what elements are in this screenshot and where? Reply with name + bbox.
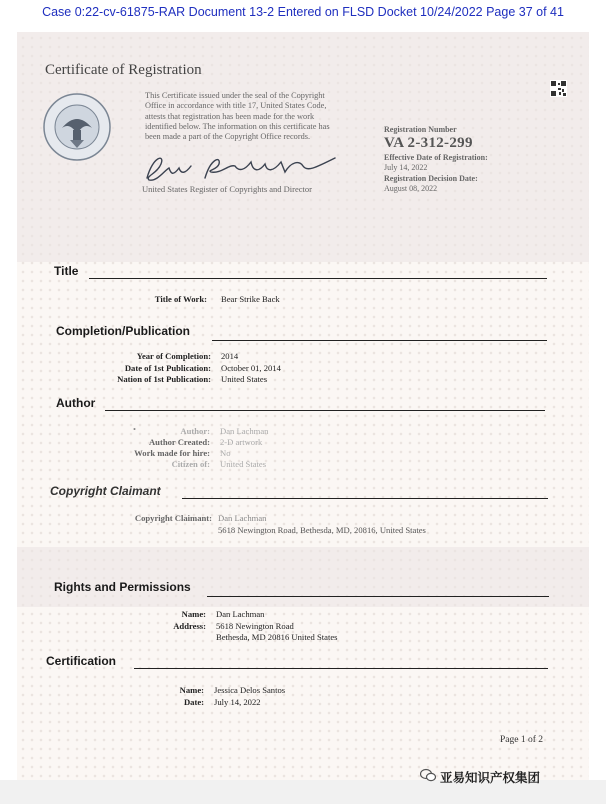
rights-address-label: Address: [173,621,206,631]
signature-caption: United States Register of Copyrights and Director [142,184,312,194]
certificate-page [17,32,589,780]
certification-heading: Certification [46,654,117,668]
intro-line: attests that registration has been made for the work [145,111,315,121]
first-publication-nation-value: United States [221,374,268,384]
qr-code-icon [550,80,567,97]
citizen-of-label: Citizen of: [171,459,210,469]
first-publication-date-label: Date of 1st Publication: [124,363,211,373]
intro-line: identified below. The information on this certificate has [145,121,330,131]
year-of-completion-value: 2014 [221,351,239,361]
claimant-heading: Copyright Claimant [50,484,161,498]
docket-header: Case 0:22-cv-61875-RAR Document 13-2 Entered on FLSD Docket 10/24/2022 Page 37 of 41 [42,5,564,19]
claimant-address: 5618 Newington Road, Bethesda, MD, 20816, United States [218,525,426,535]
register-signature [135,150,345,184]
work-for-hire-value: No [220,448,231,458]
intro-text [145,91,355,142]
author-heading: Author [56,396,96,410]
watermark-text: 亚易知识产权集团 [440,770,541,785]
effective-date-label: Effective Date of Registration: [384,153,488,162]
title-of-work-label: Title of Work: [154,294,207,304]
rights-name-label: Name: [181,609,206,619]
rights-address-line2: Bethesda, MD 20816 United States [216,632,338,642]
first-publication-nation-label: Nation of 1st Publication: [117,374,211,384]
fold-band [17,547,589,607]
first-publication-date-value: October 01, 2014 [221,363,281,373]
intro-line: been made a part of the Copyright Office records. [145,132,311,142]
rights-address-line1: 5618 Newington Road [216,621,294,631]
registration-number: VA 2-312-299 [384,135,473,151]
completion-heading: Completion/Publication [56,324,190,338]
author-created-value: 2-D artwork [220,437,263,447]
claimant-rule [182,498,548,499]
rights-rule [207,596,549,597]
registration-number-label: Registration Number [384,125,457,134]
completion-rule [212,340,547,341]
page-number: Page 1 of 2 [499,735,543,745]
year-of-completion-label: Year of Completion: [136,351,211,361]
claimant-name: Dan Lachman [218,513,267,523]
author-label: Author: [180,426,210,436]
decision-date-label: Registration Decision Date: [384,174,478,183]
author-value: Dan Lachman [220,426,269,436]
title-heading: Title [54,264,79,278]
author-rule [105,410,545,411]
rights-heading: Rights and Permissions [54,580,191,594]
certifier-name: Jessica Delos Santos [214,685,286,695]
decision-date: August 08, 2022 [384,184,438,193]
author-bullet: • [133,424,137,434]
certificate-title: Certificate of Registration [45,62,202,78]
intro-line: This Certificate issued under the seal of the Copyright [145,91,325,100]
certification-date-label: Date: [183,697,204,707]
author-created-label: Author Created: [148,437,210,447]
effective-date: July 14, 2022 [384,163,428,172]
rights-name: Dan Lachman [216,609,265,619]
wechat-icon [420,768,436,782]
claimant-label: Copyright Claimant: [134,513,212,523]
copyright-office-seal-icon [42,92,112,162]
certification-rule [134,668,548,669]
title-of-work-value: Bear Strike Back [221,294,280,304]
citizen-of-value: United States [220,459,267,469]
title-rule [89,278,547,279]
work-for-hire-label: Work made for hire: [134,448,210,458]
certifier-name-label: Name: [179,685,204,695]
intro-line: Office in accordance with title 17, United States Code, [145,101,327,111]
certification-date: July 14, 2022 [214,697,261,707]
